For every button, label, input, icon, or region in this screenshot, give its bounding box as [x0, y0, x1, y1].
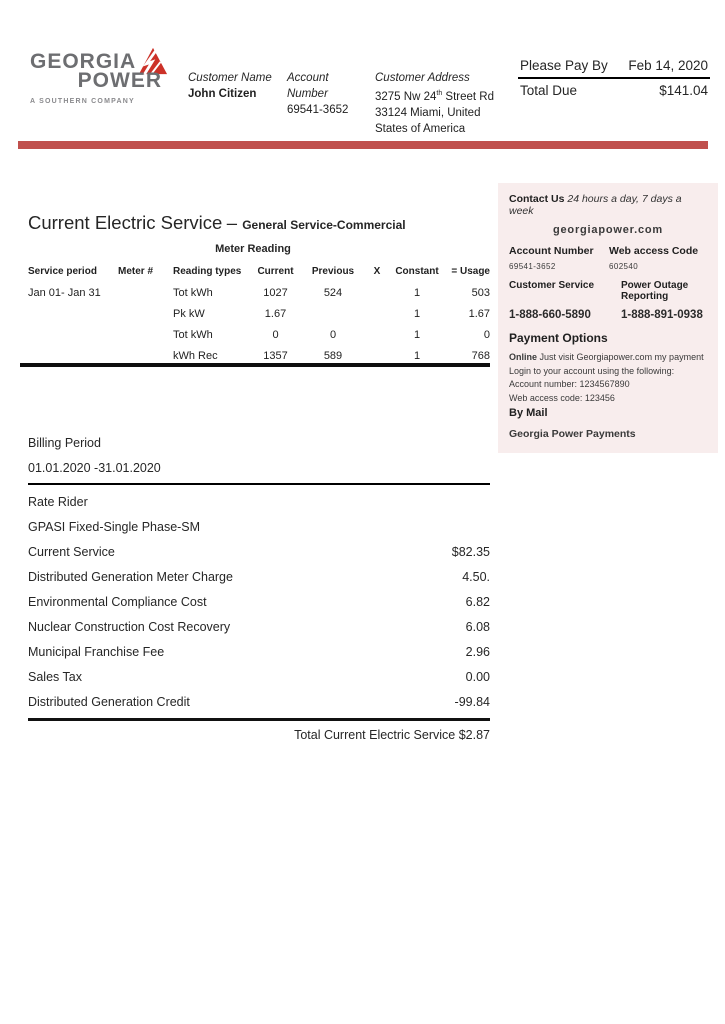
outage-reporting-label: Power Outage Reporting: [621, 280, 689, 302]
cell: kWh Rec: [173, 349, 218, 362]
charge-amount: -99.84: [454, 694, 490, 709]
charge-row: [28, 539, 490, 564]
col-current: Current: [257, 266, 294, 277]
customer-address-line1: 3275 Nw 24th Street Rd: [375, 90, 494, 103]
charge-label: Nuclear Construction Cost Recovery: [28, 619, 231, 634]
cell: 1.67: [264, 307, 287, 320]
account-line: Account number: 1234567890: [509, 379, 630, 389]
cell: 524: [323, 286, 343, 299]
charge-label: Distributed Generation Credit: [28, 694, 190, 709]
col-x: X: [373, 266, 381, 277]
total-due-value: $141.04: [659, 83, 708, 98]
charge-label: Current Service: [28, 544, 115, 559]
total-due-label: Total Due: [520, 83, 578, 98]
col-usage: = Usage: [451, 266, 490, 277]
payment-summary-box: [518, 56, 710, 102]
cell: Tot kWh: [173, 286, 213, 299]
contact-us-hours: 24 hours a day, 7 days a week: [509, 193, 682, 217]
cell: Pk kW: [173, 307, 205, 320]
account-web-headers: [509, 245, 707, 257]
charge-amount: $82.35: [451, 544, 490, 559]
table-row: [28, 324, 490, 345]
cell: 1027: [263, 286, 288, 299]
customer-name-value: John Citizen: [188, 88, 257, 100]
total-value: $2.87: [458, 728, 490, 742]
contact-sidebar: [498, 183, 718, 453]
outage-reporting-phone: 1-888-891-0938: [621, 309, 703, 321]
cell: Jan 01- Jan 31: [28, 286, 101, 299]
cell: 589: [323, 349, 343, 362]
rate-rider-label: Rate Rider: [28, 494, 88, 509]
title-dash: –: [226, 212, 243, 233]
account-number-label: Account Number: [287, 72, 329, 100]
website-link: georgiapower.com: [553, 224, 663, 236]
col-constant: Constant: [395, 266, 439, 277]
contact-us-line: [509, 193, 707, 217]
online-payment-info: [509, 351, 707, 405]
charge-label: Environmental Compliance Cost: [28, 594, 207, 609]
cell: Tot kWh: [173, 328, 213, 341]
cell: 1: [413, 286, 421, 299]
rate-plan: GPASI Fixed-Single Phase-SM: [28, 519, 201, 534]
web-code-line: Web access code: 123456: [509, 392, 615, 403]
account-number-value: 69541-3652: [287, 104, 349, 116]
charge-row: [28, 614, 490, 639]
col-meter-number: Meter #: [118, 266, 154, 277]
login-line: Login to your account using the following:: [509, 365, 675, 376]
section-divider-line: [20, 363, 490, 367]
sidebar-account-number-label: Account Number: [509, 245, 594, 257]
cell: 0: [483, 328, 490, 341]
cell: 1: [413, 349, 421, 362]
charge-label: Municipal Franchise Fee: [28, 644, 165, 659]
charge-row: [28, 564, 490, 589]
contact-us-title: Contact Us: [509, 193, 565, 205]
meter-table-header-row: [28, 261, 490, 282]
col-previous: Previous: [311, 266, 355, 277]
section-title: [28, 212, 490, 234]
logo-tagline: A SOUTHERN COMPANY: [30, 98, 135, 105]
charge-amount: 2.96: [465, 644, 490, 659]
charge-amount: 4.50.: [462, 569, 490, 584]
cell: 1: [413, 307, 421, 320]
phone-numbers: [509, 309, 707, 321]
table-row: [28, 303, 490, 324]
logo-text-georgia: GEORGIA: [30, 50, 137, 73]
please-pay-by-date: Feb 14, 2020: [628, 58, 708, 73]
customer-service-label: Customer Service: [509, 280, 595, 291]
by-mail-title: By Mail: [509, 407, 548, 419]
customer-name-label: Customer Name: [188, 72, 272, 84]
red-divider-bar: [18, 141, 708, 149]
charge-amount: 0.00: [465, 669, 490, 684]
service-type-subtitle: General Service-Commercial: [242, 218, 406, 232]
charge-label: Sales Tax: [28, 669, 82, 684]
customer-address-line3: States of America: [375, 122, 466, 135]
charge-label: Distributed Generation Meter Charge: [28, 569, 233, 584]
meter-reading-table: [28, 261, 490, 366]
payment-options-title: Payment Options: [509, 331, 608, 345]
customer-name-block: [188, 70, 283, 102]
charge-row: [28, 589, 490, 614]
table-row: [28, 282, 490, 303]
charge-row: [28, 664, 490, 689]
account-number-block: [287, 70, 372, 118]
cell: 1.67: [468, 307, 490, 320]
charge-amount: 6.82: [465, 594, 490, 609]
customer-address-label: Customer Address: [375, 72, 470, 84]
charge-amount: 6.08: [465, 619, 490, 634]
cell: 0: [272, 328, 279, 341]
payments-recipient: Georgia Power Payments: [509, 428, 636, 440]
col-service-period: Service period: [28, 266, 97, 277]
billing-period-label: Billing Period: [28, 435, 101, 450]
col-reading-types: Reading types: [173, 266, 242, 277]
phone-headers: [509, 280, 707, 302]
total-rule-line: [28, 718, 490, 721]
billing-period-value: 01.01.2020 -31.01.2020: [28, 460, 161, 475]
billing-section: [28, 430, 490, 748]
sidebar-account-number-value: 69541-3652: [509, 262, 556, 271]
georgia-power-logo: [30, 50, 170, 105]
cell: 768: [471, 349, 490, 362]
account-web-values: [509, 262, 707, 271]
current-electric-service-title: Current Electric Service: [28, 212, 223, 233]
charge-row: [28, 689, 490, 714]
cell: 503: [471, 286, 490, 299]
sidebar-web-access-label: Web access Code: [609, 245, 699, 257]
customer-address-block: [375, 70, 503, 137]
cell: 1357: [263, 349, 288, 362]
rule-line: [28, 483, 490, 485]
charge-row: [28, 639, 490, 664]
cell: 0: [329, 328, 337, 341]
customer-service-phone: 1-888-660-5890: [509, 309, 591, 321]
cell: 1: [413, 328, 421, 341]
sidebar-web-access-value: 602540: [609, 262, 639, 271]
total-label: Total Current Electric Service: [294, 728, 459, 742]
please-pay-by-label: Please Pay By: [520, 58, 608, 73]
logo-text-power: POWER: [77, 69, 162, 92]
online-line: Online Just visit Georgiapower.com my payment: [509, 352, 704, 362]
meter-reading-heading: Meter Reading: [215, 243, 291, 255]
customer-address-line2: 33124 Miami, United: [375, 106, 481, 119]
total-row: [28, 723, 490, 748]
